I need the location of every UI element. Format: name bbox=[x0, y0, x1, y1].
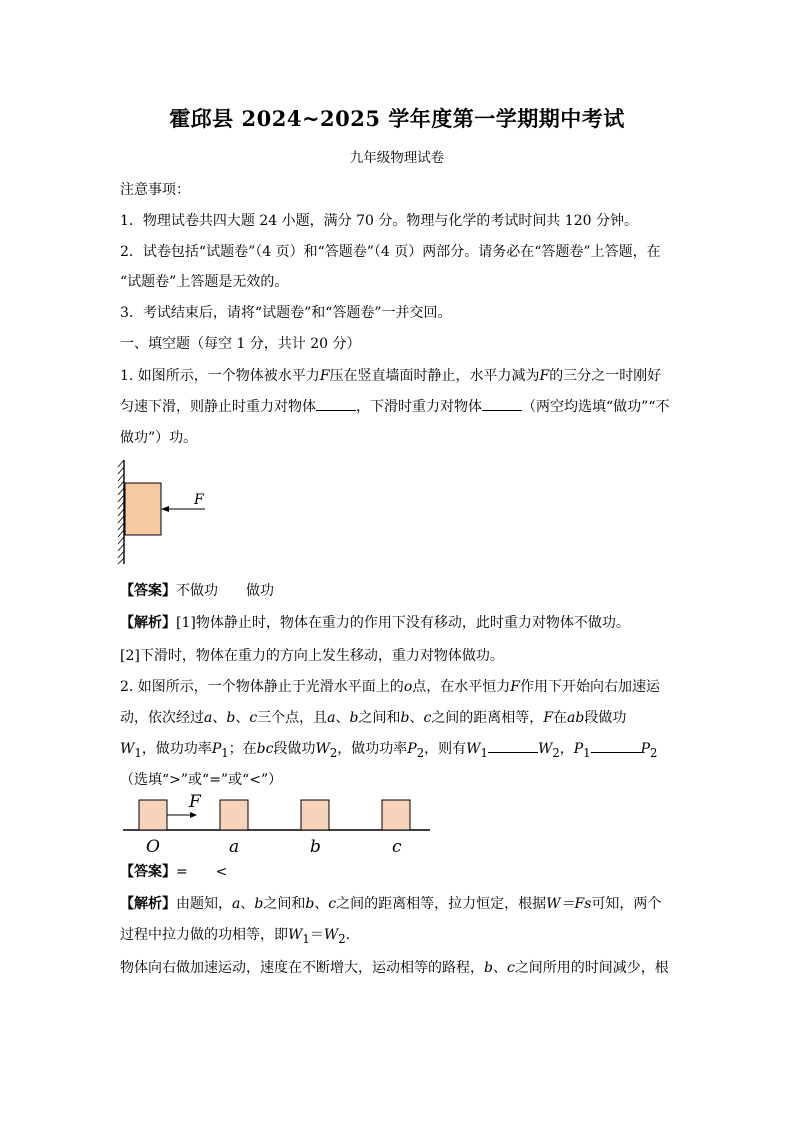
q2-text: 段做功 bbox=[273, 741, 316, 757]
q2-blank-2[interactable] bbox=[591, 738, 641, 753]
q2-line-1 bbox=[120, 676, 660, 696]
q1-analysis-2: [2]下滑时，物体在重力的方向上发生移动，重力对物体做功。 bbox=[120, 648, 504, 664]
q2-sep: 、 bbox=[240, 896, 255, 912]
q2-subscript: 1 bbox=[134, 745, 142, 760]
note-2b: “试题卷”上答题是无效的。 bbox=[120, 274, 289, 290]
q2-sep: 、 bbox=[492, 960, 507, 976]
q2-motion-figure bbox=[120, 790, 435, 858]
q1-line-1 bbox=[120, 365, 661, 385]
analysis-text: [1]物体静止时，物体在重力的作用下没有移动，此时重力对物体不做功。 bbox=[176, 615, 630, 631]
analysis-text: 物体向右做加速运动，速度在不断增大，运动相等的路程， bbox=[120, 960, 484, 976]
q2-var-bc: bc bbox=[256, 741, 274, 757]
q2-blank-1[interactable] bbox=[488, 738, 538, 753]
q2-sep: 、 bbox=[314, 896, 329, 912]
q2-sep: 、 bbox=[212, 710, 227, 726]
q2-subscript: 2 bbox=[416, 745, 425, 760]
q2-text: 段做功 bbox=[584, 710, 627, 726]
analysis-text: 之间所用的时间减少，根 bbox=[514, 960, 669, 976]
q2-var-c: c bbox=[506, 960, 515, 976]
q2-var-b: b bbox=[254, 896, 264, 912]
q2-var-b: b bbox=[484, 960, 493, 976]
q2-subscript: 1 bbox=[302, 931, 310, 946]
q1-wall-figure bbox=[115, 458, 215, 566]
q2-sep: 、 bbox=[335, 710, 350, 726]
q1-line-2 bbox=[120, 396, 669, 416]
q1-line-3: 做功”）功。 bbox=[120, 430, 198, 446]
q1-var-f: F bbox=[539, 368, 550, 384]
q1-blank-1[interactable] bbox=[316, 396, 356, 411]
answer-text: = < bbox=[176, 864, 228, 880]
q2-var-a: a bbox=[327, 710, 336, 726]
q2-subscript: 2 bbox=[650, 745, 658, 760]
analysis-text: 过程中拉力做的功相等，即 bbox=[120, 927, 288, 943]
q2-var-c: c bbox=[328, 896, 337, 912]
q1-text: 匀速下滑，则静止时重力对物体 bbox=[120, 399, 316, 415]
q2-var-w: W bbox=[315, 741, 330, 757]
q1-text: 的三分之一时刚好 bbox=[549, 368, 662, 384]
q2-var-p: P bbox=[407, 741, 417, 757]
wall-hatching bbox=[118, 460, 124, 564]
q2-var-c: c bbox=[249, 710, 258, 726]
note-2a: 2．试卷包括“试题卷”（4 页）和“答题卷”（4 页）两部分。请务必在“答题卷”上答题，在 bbox=[120, 244, 661, 260]
q2-text: 作用下开始向右加速运 bbox=[519, 679, 660, 695]
block bbox=[125, 483, 161, 535]
q2-subscript: 2 bbox=[552, 745, 560, 760]
q2-var-b: b bbox=[305, 896, 315, 912]
note-3: 3．考试结束后，请将“试题卷”和“答题卷”一并交回。 bbox=[120, 305, 452, 321]
q2-text: 点，在水平恒力 bbox=[412, 679, 511, 695]
q2-text: 之间和 bbox=[358, 710, 401, 726]
q2-var-a: a bbox=[204, 710, 213, 726]
q2-var-a: a bbox=[232, 896, 241, 912]
block-b bbox=[301, 800, 329, 830]
q2-line-3 bbox=[120, 738, 657, 760]
block-o bbox=[139, 800, 167, 830]
q1-text: （两空均选填“做功”“不 bbox=[522, 399, 670, 415]
exam-title: 霍邱县 2024~2025 学年度第一学期期中考试 bbox=[169, 106, 625, 131]
force-arrowhead bbox=[190, 812, 197, 818]
q2-var-f: F bbox=[510, 679, 520, 695]
q2-text: 动，依次经过 bbox=[120, 710, 204, 726]
analysis-text: . bbox=[345, 927, 351, 943]
answer-text: 不做功 做功 bbox=[176, 583, 274, 599]
formula-w-fs: W＝Fs bbox=[546, 896, 592, 912]
q1-var-f: F bbox=[319, 368, 330, 384]
q2-var-w: W bbox=[537, 741, 553, 757]
block-c bbox=[382, 800, 410, 830]
q2-subscript: 2 bbox=[338, 931, 346, 946]
q2-var-w: W bbox=[120, 741, 135, 757]
point-label-c: c bbox=[392, 837, 402, 857]
point-label-o: O bbox=[146, 837, 160, 857]
q2-line-2 bbox=[120, 707, 626, 727]
analysis-text: 由题知， bbox=[176, 896, 232, 912]
q2-answer bbox=[120, 861, 227, 881]
q1-answer bbox=[120, 580, 274, 600]
q2-var-o: o bbox=[403, 679, 413, 695]
q2-text: 2. 如图所示，一个物体静止于光滑水平面上的 bbox=[120, 679, 404, 695]
q2-var-b: b bbox=[400, 710, 410, 726]
q1-analysis-1 bbox=[120, 612, 630, 632]
force-label: F bbox=[194, 492, 204, 508]
q2-var-b: b bbox=[226, 710, 236, 726]
analysis-tag: 【解析】 bbox=[120, 896, 176, 912]
q2-subscript: 2 bbox=[329, 745, 338, 760]
q2-analysis-1 bbox=[120, 893, 661, 913]
q1-text: ，下滑时重力对物体 bbox=[356, 399, 482, 415]
q2-var-w: W bbox=[288, 927, 303, 943]
analysis-text: 之间和 bbox=[263, 896, 306, 912]
answer-tag: 【答案】 bbox=[120, 583, 176, 599]
answer-tag: 【答案】 bbox=[120, 864, 176, 880]
q2-subscript: 1 bbox=[480, 745, 488, 760]
q2-var-p: P bbox=[573, 741, 584, 757]
q2-sep: 、 bbox=[409, 710, 424, 726]
q2-text: 在 bbox=[553, 710, 568, 726]
q2-text: ， bbox=[559, 741, 574, 757]
q1-blank-2[interactable] bbox=[482, 396, 522, 411]
q2-sep: 、 bbox=[235, 710, 250, 726]
q1-text: 压在竖直墙面时静止，水平力减为 bbox=[329, 368, 540, 384]
force-arrowhead bbox=[161, 506, 169, 512]
section-1-heading: 一、填空题（每空 1 分，共计 20 分） bbox=[120, 336, 361, 352]
q2-text: ，做功功率 bbox=[337, 741, 408, 757]
q2-var-f: F bbox=[543, 710, 554, 726]
analysis-text: 之间的距离相等，拉力恒定，根据 bbox=[336, 896, 547, 912]
analysis-text: ＝ bbox=[309, 927, 324, 943]
point-label-a: a bbox=[229, 837, 240, 857]
note-1: 1．物理试卷共四大题 24 小题，满分 70 分。物理与化学的考试时间共 120 分钟。 bbox=[120, 213, 638, 229]
q2-var-p: P bbox=[211, 741, 222, 757]
q2-text: ，则有 bbox=[424, 741, 467, 757]
block-a bbox=[220, 800, 248, 830]
q2-var-p: P bbox=[640, 741, 651, 757]
q2-text: ；在 bbox=[228, 741, 257, 757]
q2-analysis-3 bbox=[120, 957, 669, 977]
q2-text: ，做功功率 bbox=[141, 741, 212, 757]
q2-var-ab: ab bbox=[567, 710, 585, 726]
notes-heading: 注意事项： bbox=[120, 182, 190, 198]
q2-text: 之间的距离相等， bbox=[431, 710, 544, 726]
q2-var-c: c bbox=[423, 710, 432, 726]
q2-line-4: （选填“>”或“=”或“<”） bbox=[120, 772, 283, 788]
q2-var-b: b bbox=[349, 710, 359, 726]
point-label-b: b bbox=[310, 837, 321, 857]
analysis-text: 可知，两个 bbox=[591, 896, 662, 912]
exam-subtitle: 九年级物理试卷 bbox=[349, 150, 445, 166]
q2-analysis-2 bbox=[120, 924, 350, 946]
q2-var-w: W bbox=[466, 741, 481, 757]
q2-subscript: 1 bbox=[221, 745, 229, 760]
q2-subscript: 1 bbox=[583, 745, 591, 760]
force-label: F bbox=[189, 792, 201, 812]
q1-text: 1. 如图所示，一个物体被水平力 bbox=[120, 368, 320, 384]
q2-text: 三个点，且 bbox=[257, 710, 328, 726]
q2-var-w: W bbox=[323, 927, 339, 943]
analysis-tag: 【解析】 bbox=[120, 615, 176, 631]
